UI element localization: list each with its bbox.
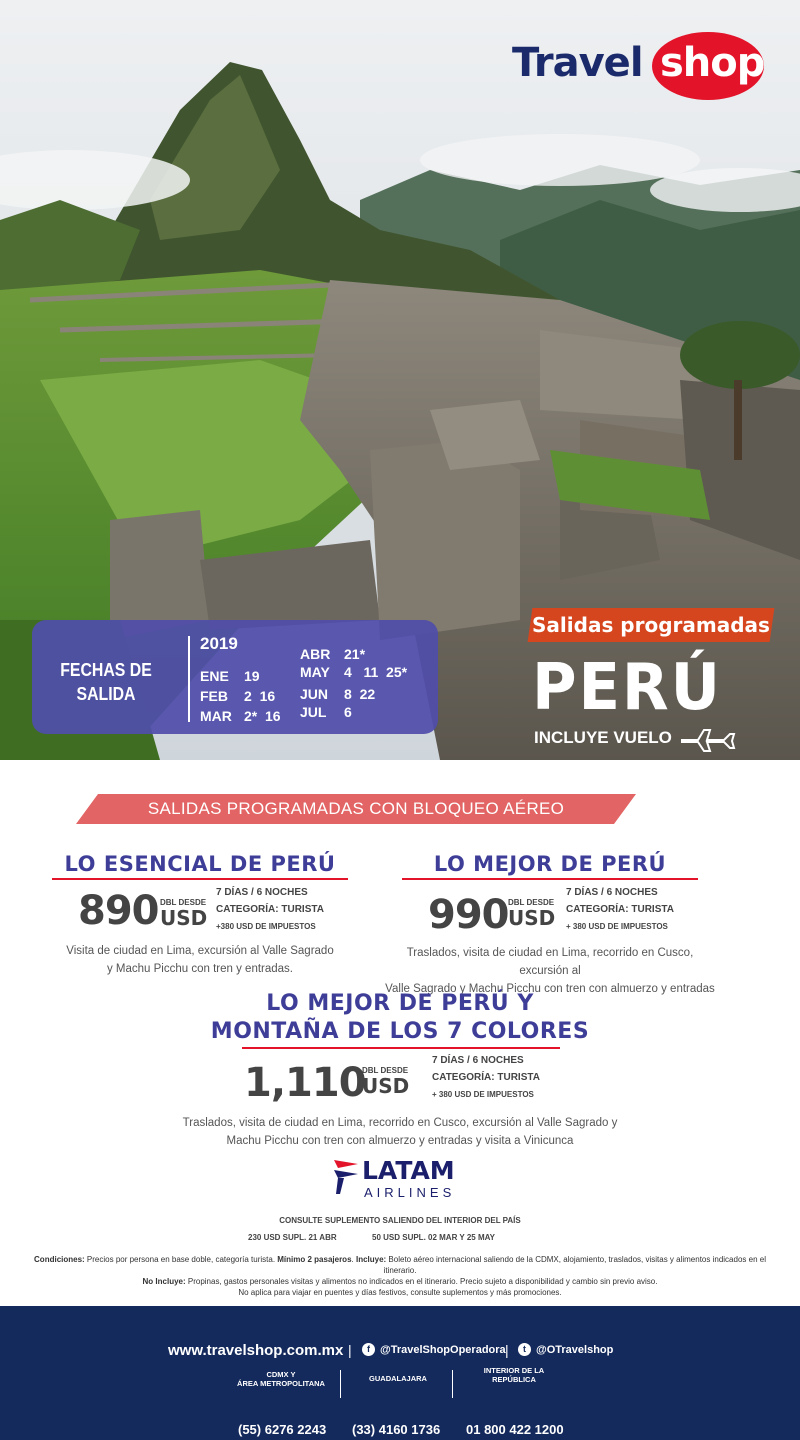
price-currency: USD bbox=[160, 906, 208, 930]
date-row: ABR 21* bbox=[300, 646, 366, 662]
twitter-icon: t bbox=[518, 1343, 531, 1356]
region-label bbox=[462, 1366, 566, 1384]
conditions-text bbox=[20, 1254, 780, 1298]
date-row: FEB 2 16 bbox=[200, 688, 276, 704]
facebook-icon: f bbox=[362, 1343, 375, 1356]
facebook-handle[interactable]: @TravelShopOperadora bbox=[380, 1344, 506, 1356]
excludes-label: No Incluye: bbox=[142, 1277, 186, 1286]
promo-tag-text: Salidas programadas bbox=[532, 613, 770, 637]
price-from-label: DBL DESDE bbox=[508, 898, 555, 907]
promo-tag bbox=[528, 608, 775, 642]
conditions-min: Mínimo 2 pasajeros bbox=[277, 1255, 352, 1264]
date-row: MAR 2* 16 bbox=[200, 708, 281, 724]
footer-separator: | bbox=[505, 1342, 509, 1358]
phone-guadalajara[interactable]: (33) 4160 1736 bbox=[352, 1422, 441, 1437]
package-duration: 7 DÍAS / 6 NOCHES bbox=[566, 887, 658, 898]
package-category: CATEGORÍA: TURISTA bbox=[216, 904, 324, 915]
package-specs bbox=[432, 1052, 540, 1103]
date-row: MAY 4 11 25* bbox=[300, 664, 408, 680]
supplement-item: 50 USD SUPL. 02 MAR Y 25 MAY bbox=[372, 1233, 496, 1242]
description-line: y Machu Picchu con tren y entradas. bbox=[106, 963, 293, 975]
region-label: GUADALAJARA bbox=[369, 1374, 427, 1383]
latam-sub: AIRLINES bbox=[364, 1185, 456, 1200]
package-taxes: +380 USD DE IMPUESTOS bbox=[216, 922, 316, 931]
package-taxes: + 380 USD DE IMPUESTOS bbox=[432, 1090, 534, 1099]
package-specs bbox=[566, 884, 674, 935]
package-category: CATEGORÍA: TURISTA bbox=[566, 904, 674, 915]
section-banner bbox=[76, 794, 636, 824]
website-link[interactable]: www.travelshop.com.mx bbox=[168, 1342, 344, 1359]
title-underline bbox=[402, 878, 698, 880]
conditions-text-part: . bbox=[351, 1255, 356, 1264]
price-currency: USD bbox=[508, 906, 556, 930]
description-line: Valle Sagrado y Machu Picchu con tren con almuerzo y entradas bbox=[385, 983, 715, 995]
package-taxes: + 380 USD DE IMPUESTOS bbox=[566, 922, 668, 931]
title-line: MONTAÑA DE LOS 7 COLORES bbox=[210, 1019, 590, 1044]
logo-travel-text: Travel bbox=[512, 40, 643, 86]
conditions-text-part: Boleto aéreo internacional saliendo de la CDMX, alojamiento, traslados, visitas y alimentos indicados en el itinerario. bbox=[383, 1255, 766, 1275]
departure-dates-box bbox=[32, 620, 438, 734]
airplane-icon bbox=[680, 724, 742, 752]
package-description bbox=[130, 1114, 670, 1150]
supplement-item: 230 USD SUPL. 21 ABR bbox=[248, 1233, 337, 1242]
footer-vline bbox=[340, 1370, 341, 1398]
latam-mark-icon bbox=[332, 1156, 360, 1196]
dates-label: FECHAS DE SALIDA bbox=[60, 660, 152, 704]
package-title: LO ESENCIAL DE PERÚ bbox=[64, 852, 336, 876]
package-description bbox=[52, 942, 348, 978]
region-line: CDMX Y bbox=[266, 1370, 296, 1379]
package-specs bbox=[216, 884, 324, 935]
package-duration: 7 DÍAS / 6 NOCHES bbox=[216, 887, 308, 898]
region-line: REPÚBLICA bbox=[492, 1375, 536, 1384]
package-price: 890 bbox=[78, 888, 159, 934]
region-line: INTERIOR DE LA bbox=[483, 1366, 545, 1375]
latam-logo[interactable] bbox=[332, 1156, 472, 1204]
title-underline bbox=[52, 878, 348, 880]
supplements-heading: CONSULTE SUPLEMENTO SALIENDO DEL INTERIOR DEL PAÍS bbox=[279, 1216, 521, 1225]
price-from-label: DBL DESDE bbox=[362, 1066, 409, 1075]
logo-shop-text: shop bbox=[660, 40, 765, 86]
price-from-label: DBL DESDE bbox=[160, 898, 207, 907]
footer-separator: | bbox=[348, 1342, 352, 1358]
region-label bbox=[226, 1370, 336, 1388]
includes-label: Incluye: bbox=[355, 1255, 387, 1264]
footer bbox=[0, 1306, 800, 1440]
conditions-text-part: Precios por persona en base doble, categoría turista. bbox=[84, 1255, 278, 1264]
package-title bbox=[150, 990, 650, 1046]
conditions-label: Condiciones: bbox=[34, 1255, 85, 1264]
description-line: Traslados, visita de ciudad en Lima, recorrido en Cusco, excursión al bbox=[406, 947, 694, 977]
region-line: ÁREA METROPOLITANA bbox=[237, 1379, 325, 1388]
conditions-line bbox=[20, 1276, 780, 1287]
package-price: 990 bbox=[428, 892, 509, 938]
package-category: CATEGORÍA: TURISTA bbox=[432, 1072, 540, 1083]
conditions-line: No aplica para viajar en puentes y días festivos, consulte suplementos y más promociones. bbox=[238, 1288, 562, 1297]
price-currency: USD bbox=[362, 1074, 410, 1098]
includes-flight-text: INCLUYE VUELO bbox=[534, 728, 672, 747]
date-row: ENE 19 bbox=[200, 668, 260, 684]
date-row: JUN 8 22 bbox=[300, 686, 376, 702]
travelshop-logo[interactable] bbox=[512, 30, 764, 102]
twitter-handle[interactable]: @OTravelshop bbox=[536, 1344, 614, 1356]
package-title: LO MEJOR DE PERÚ bbox=[433, 852, 667, 876]
footer-vline bbox=[452, 1370, 453, 1398]
phone-interior[interactable]: 01 800 422 1200 bbox=[466, 1422, 564, 1437]
title-underline bbox=[242, 1047, 560, 1049]
package-price: 1,110 bbox=[244, 1060, 366, 1106]
description-line: Machu Picchu con tren con almuerzo y entradas y visita a Vinicunca bbox=[226, 1135, 574, 1147]
package-duration: 7 DÍAS / 6 NOCHES bbox=[432, 1055, 524, 1066]
banner-text: SALIDAS PROGRAMADAS CON BLOQUEO AÉREO bbox=[147, 799, 565, 818]
conditions-text-part: Propinas, gastos personales visitas y alimentos no indicados en el itinerario. Precio sujeto a disponibilidad y cambio sin previo aviso. bbox=[185, 1277, 658, 1286]
title-line: LO MEJOR DE PERÚ Y bbox=[266, 991, 534, 1016]
date-row: JUL 6 bbox=[300, 704, 352, 720]
description-line: Visita de ciudad en Lima, excursión al Valle Sagrado bbox=[66, 945, 334, 957]
dates-year: 2019 bbox=[200, 634, 238, 653]
description-line: Traslados, visita de ciudad en Lima, recorrido en Cusco, excursión al Valle Sagrado y bbox=[182, 1117, 618, 1129]
latam-name: LATAM bbox=[362, 1156, 455, 1185]
destination-title: PERÚ bbox=[532, 651, 722, 725]
conditions-line bbox=[20, 1254, 780, 1276]
dates-divider bbox=[188, 636, 190, 722]
phone-cdmx[interactable]: (55) 6276 2243 bbox=[238, 1422, 327, 1437]
